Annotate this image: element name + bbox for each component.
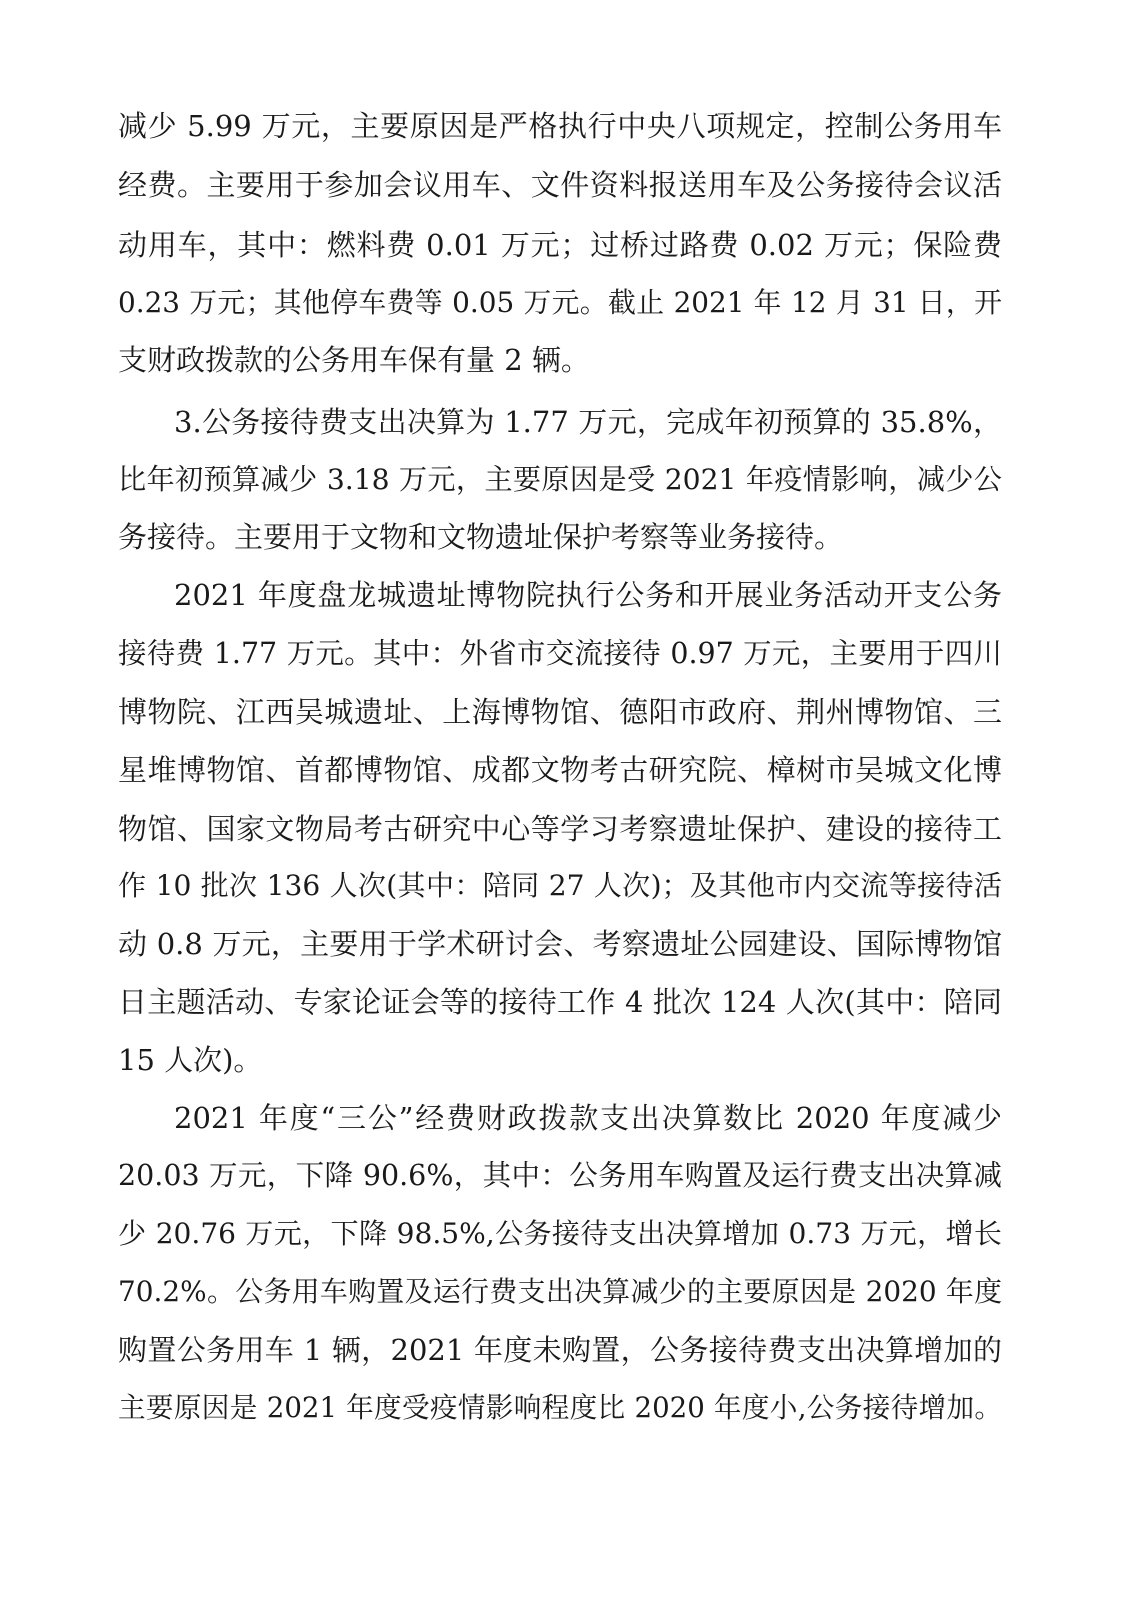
text-line: 15 人次)。 (118, 1043, 263, 1077)
text-line: 动用车，其中：燃料费 0.01 万元；过桥过路费 0.02 万元；保险费 (118, 228, 1002, 262)
text-line: 减少 5.99 万元，主要原因是严格执行中央八项规定，控制公务用车 (118, 109, 1002, 143)
text-line: 星堆博物馆、首都博物馆、成都文物考古研究院、樟树市吴城文化博 (118, 753, 1002, 787)
text-line: 日主题活动、专家论证会等的接待工作 4 批次 124 人次(其中：陪同 (118, 985, 1002, 1019)
text-line: 经费。主要用于参加会议用车、文件资料报送用车及公务接待会议活 (118, 168, 1002, 202)
text-line: 支财政拨款的公务用车保有量 2 辆。 (118, 343, 590, 377)
text-line: 比年初预算减少 3.18 万元，主要原因是受 2021 年疫情影响，减少公 (118, 463, 1002, 496)
text-line: 3.公务接待费支出决算为 1.77 万元，完成年初预算的 35.8%， (174, 405, 1002, 439)
text-line: 博物院、江西吴城遗址、上海博物馆、德阳市政府、荆州博物馆、三 (118, 695, 1002, 729)
text-line: 务接待。主要用于文物和文物遗址保护考察等业务接待。 (118, 520, 844, 554)
text-line: 2021 年度“三公”经费财政拨款支出决算数比 2020 年度减少 (174, 1101, 1002, 1135)
text-line: 物馆、国家文物局考古研究中心等学习考察遗址保护、建设的接待工 (118, 812, 1002, 846)
text-line: 0.23 万元；其他停车费等 0.05 万元。截止 2021 年 12 月 31 日，开 (118, 286, 1002, 319)
text-line: 70.2%。公务用车购置及运行费支出决算减少的主要原因是 2020 年度 (118, 1275, 1002, 1308)
text-line: 动 0.8 万元，主要用于学术研讨会、考察遗址公园建设、国际博物馆 (118, 927, 1002, 961)
text-line: 主要原因是 2021 年度受疫情影响程度比 2020 年度小,公务接待增加。 (118, 1391, 1002, 1424)
text-line: 作 10 批次 136 人次(其中：陪同 27 人次)；及其他市内交流等接待活 (118, 869, 1002, 902)
text-line: 20.03 万元，下降 90.6%，其中：公务用车购置及运行费支出决算减 (118, 1159, 1002, 1192)
text-line: 2021 年度盘龙城遗址博物院执行公务和开展业务活动开支公务 (174, 578, 1002, 612)
text-line: 购置公务用车 1 辆，2021 年度未购置，公务接待费支出决算增加的 (118, 1333, 1002, 1367)
text-line: 少 20.76 万元，下降 98.5%,公务接待支出决算增加 0.73 万元，增长 (118, 1217, 1002, 1250)
text-line: 接待费 1.77 万元。其中：外省市交流接待 0.97 万元，主要用于四川 (118, 637, 1002, 670)
